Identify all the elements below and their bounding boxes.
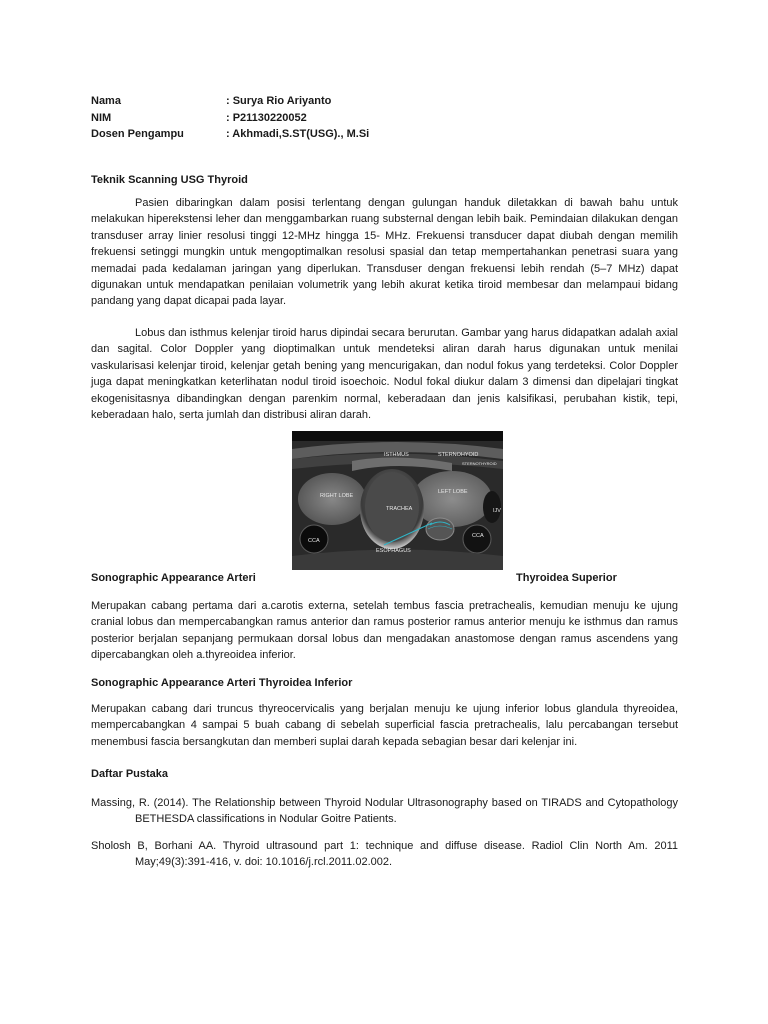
label-right-lobe: RIGHT LOBE bbox=[320, 493, 354, 499]
label-left-lobe: LEFT LOBE bbox=[438, 489, 468, 495]
label-sternohyoid: STERNOHYOID bbox=[438, 452, 479, 458]
section-title-superior-left: Sonographic Appearance Arteri bbox=[91, 572, 256, 584]
reference-item: Massing, R. (2014). The Relationship between Thyroid Nodular Ultrasonography based on TIRADS and Cytopathology BETHESDA classifications in Nodular Goitre Patients. bbox=[91, 797, 678, 826]
label-sternothyroid: STERNOTHYROID bbox=[462, 461, 497, 466]
references-title: Daftar Pustaka bbox=[91, 768, 169, 780]
label-cca-left: CCA bbox=[472, 533, 484, 539]
identity-row-name bbox=[91, 93, 369, 110]
label-trachea: TRACHEA bbox=[386, 506, 413, 512]
identity-row-nim bbox=[91, 110, 369, 127]
identity-label: NIM bbox=[91, 111, 112, 124]
label-isthmus: ISTHMUS bbox=[384, 452, 409, 458]
reference-item: Sholosh B, Borhani AA. Thyroid ultrasound part 1: technique and diffuse disease. Radiol Clin North Am. 2011 May;49(3):391-416, v. doi: 10.1016/j.rcl.2011.02.002. bbox=[91, 840, 678, 869]
section-title-superior-right: Thyroidea Superior bbox=[516, 572, 617, 584]
paragraph-patient-positioning: Pasien dibaringkan dalam posisi terlentang dengan gulungan handuk diletakkan di bawah bahu untuk melakukan hiperekstensi leher dan menggambarkan ruang substernal dengan lebih baik. Pemindaian dilakukan dengan transduser array linier resolusi tinggi 12-MHz hingga 15- MHz. Frekuensi transducer dapat diubah dengan memilih frekuensi setinggi mungkin untuk mengoptimalkan resolusi spasial dan tetap mempertahankan penetrasi suara yang memadai pada kedalaman jaringan yang diperlukan. Transduser dengan frekuensi lebih rendah (5–7 MHz) dapat digunakan untuk mendapatkan penilaian volumetrik yang lebih akurat ketika tiroid membesar dan melampaui bidang pandang yang dapat dicapai pada layar. bbox=[91, 197, 678, 308]
paragraph-superior-thyroid-artery: Merupakan cabang pertama dari a.carotis externa, setelah tembus fascia pretrachealis, kemudian menuju ke ujung cranial lobus dan mempercabangkan ramus anterior dan ramus posterior ramus anterior menuju ke isthmus dan ramus posterior berjalan sepanjang permukaan dorsal lobus dan mengadakan anastomose dengan ramus ascendens yang dipercabangkan oleh a.thyreoidea inferior. bbox=[91, 600, 678, 662]
section-title-scanning-technique: Teknik Scanning USG Thyroid bbox=[91, 174, 248, 186]
section-title-inferior-thyroid-artery: Sonographic Appearance Arteri Thyroidea Inferior bbox=[91, 677, 353, 689]
label-esophagus: ESOPHAGUS bbox=[376, 548, 411, 554]
ultrasound-figure bbox=[292, 431, 503, 570]
identity-block bbox=[91, 93, 369, 143]
identity-row-lecturer bbox=[91, 126, 369, 143]
identity-value: : Surya Rio Ariyanto bbox=[226, 95, 332, 107]
paragraph-scan-sequence: Lobus dan isthmus kelenjar tiroid harus dipindai secara berurutan. Gambar yang harus didapatkan adalah axial dan sagital. Color Doppler yang dioptimalkan untuk mendeteksi aliran darah harus digunakan untuk menilai vaskularisasi kelenjar tiroid, kelenjar getah bening yang mencurigakan, dan nodul fokus yang terdeteksi. Color Doppler juga dapat meningkatkan keterlihatan nodul tiroid isoechoic. Nodul fokal diukur dalam 3 dimensi dan dipelajari tingkat ekogenisitasnya dibandingkan dengan parenkim normal, keberadaan dan jenis kalsifikasi, perubahan kistik, tepi, keberadaan halo, serta jumlah dan distribusi aliran darah. bbox=[91, 327, 678, 422]
thyroid-ultrasound-image bbox=[292, 431, 503, 570]
label-cca-right: CCA bbox=[308, 538, 320, 544]
paragraph-inferior-thyroid-artery: Merupakan cabang dari truncus thyreocervicalis yang berjalan menuju ke ujung inferior lobus glandula thyreoidea, mempercabangkan 4 sampai 5 buah cabang di sebelah superficial fascia pretrachealis, lalu percabangan tersebut menembusi fascia bersangkutan dan memberi suplai darah kepada sebagian besar dari kelenjar ini. bbox=[91, 703, 678, 748]
label-ijv: IJV bbox=[493, 508, 501, 514]
identity-label: Nama bbox=[91, 95, 121, 107]
identity-value: : Akhmadi,S.ST(USG)., M.Si bbox=[226, 128, 370, 140]
identity-value: : P21130220052 bbox=[226, 111, 307, 124]
identity-label: Dosen Pengampu bbox=[91, 128, 184, 140]
